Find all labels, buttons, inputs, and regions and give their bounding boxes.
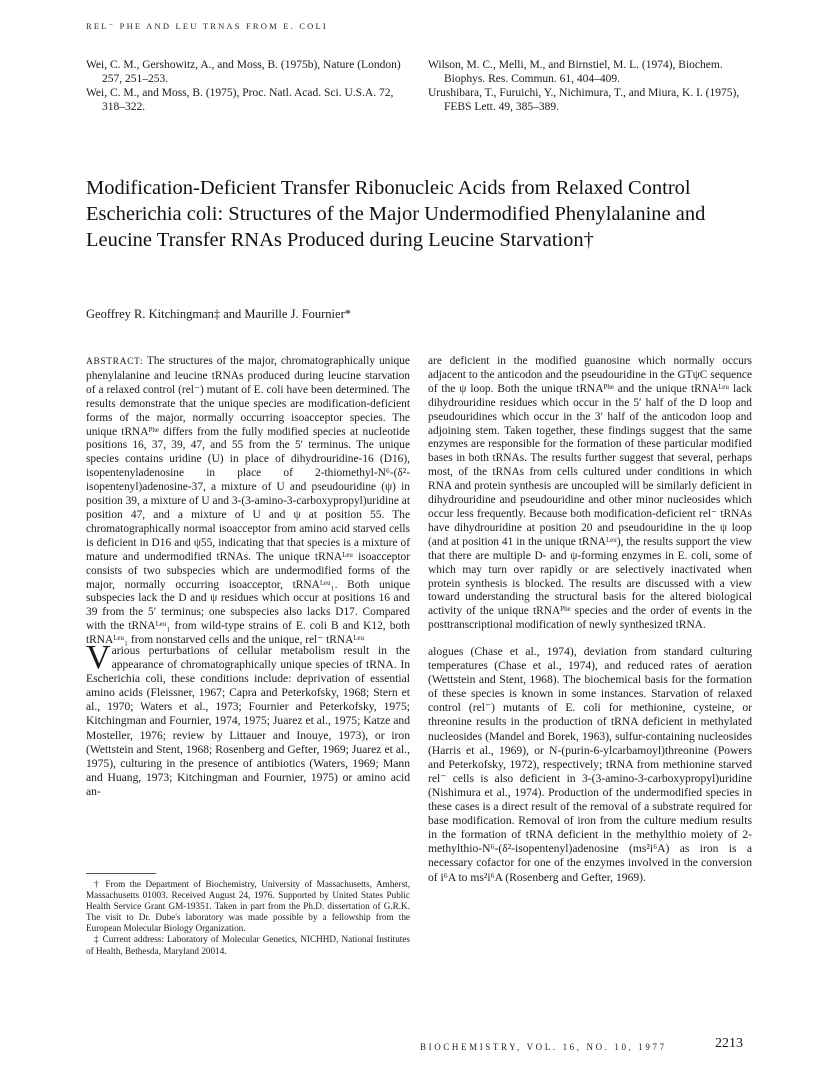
author-list: Geoffrey R. Kitchingman‡ and Maurille J. Fournier* bbox=[86, 307, 351, 321]
footer-journal-citation: BIOCHEMISTRY, VOL. 16, NO. 10, 1977 bbox=[420, 1042, 667, 1052]
footnotes bbox=[86, 873, 410, 957]
abstract-text-continued: are deficient in the modified guanosine which normally occurs adjacent to the anticodon and the pseudouridine in the GTψC sequence of the ψ loop. Both the unique tRNAᴾʰᵉ and the unique tRNAᴸᵉᵘ lack dihydrouridine residues which occur in the 5′ half of the D loop and pseudouridines which occur in the 3′ half of the anticodon loop and adjoining stem. Taken together, these findings suggest that the same enzymes are responsible for the formation of these particular modified bases in both tRNAs. The results further suggest that several, perhaps most, of the tRNAs from cells cultured under conditions in which RNA and protein synthesis are uncoupled will be similarly deficient in dihydrouridine and pseudouridine and other minor nucleosides which occur less frequently. Because both modification-deficient rel⁻ tRNAs have dihydrouridine at position 20 and pseudouridine in the ψ loop (and at position 41 in the unique tRNAᴸᵉᵘ), the results support the view that there are multiple D- and ψ-forming enzymes in E. coli, some of which may turn over rapidly or are selectively inactivated when protein synthesis is blocked. The results are discussed with a view toward understanding the structural basis for the altered biological activity of the unique tRNAᴾʰᵉ species and the order of events in the posttranscriptional modification of newly synthesized tRNA. bbox=[428, 355, 752, 632]
reference-item: Wilson, M. C., Melli, M., and Birnstiel, M. L. (1974), Biochem. Biophys. Res. Commun. 61, 404–409. bbox=[428, 59, 723, 85]
reference-item: Wei, C. M., and Moss, B. (1975), Proc. Natl. Acad. Sci. U.S.A. 72, 318–322. bbox=[86, 87, 394, 113]
page-number: 2213 bbox=[715, 1036, 743, 1051]
references-left bbox=[86, 58, 416, 114]
footnote-rule bbox=[86, 873, 156, 874]
abstract-right-column bbox=[428, 355, 752, 633]
abstract-left-column bbox=[86, 355, 410, 648]
footnote-affiliation: † From the Department of Biochemistry, University of Massachusetts, Amherst, Massachusetts 01003. Received August 24, 1976. Supported by United States Public Health Service Grant GM-19351. Taken in part from the Ph.D. dissertation of G.R.K. The visit to Dr. Dube's laboratory was made possible by a fellowship from the European Molecular Biology Organization. bbox=[86, 879, 410, 934]
abstract-label: ABSTRACT: bbox=[86, 357, 144, 367]
body-paragraph: alogues (Chase et al., 1974), deviation from standard culturing temperatures (Chase et al., 1974), and reduced rates of aeration (Wettstein and Stent, 1968). The biochemical basis for the formation of these species is known in some instances. Starvation of relaxed control (rel⁻) mutants of E. coli for methionine, cysteine, or threonine results in the production of tRNA deficient in methylated nucleosides (Mandel and Borek, 1963), sulfur-containing nucleosides (Harris et al., 1969), or N-(purin-6-ylcarbamoyl)threonine (Powers and Peterkofsky, 1972), respectively; tRNA from methionine starved rel⁻ cells is also deficient in 3-(3-amino-3-carboxypropyl)uridine (Nishimura et al., 1974). Production of the undermodified species in these cases is a direct result of the removal of a substrate required for base modification. Removal of iron from the culture medium results in the formation of tRNA deficient in the methylthio moiety of 2-methylthio-N⁶-(δ²-isopentenyl)adenosine (ms²i⁶A) as iron is a necessary cofactor for one of the enzymes involved in the conversion of i⁶A to ms²i⁶A (Rosenberg and Gefter, 1969). bbox=[428, 645, 752, 884]
article-title: Modification-Deficient Transfer Ribonucleic Acids from Relaxed Control Escherichia coli: Structures of the Major Undermodified Phenylalanine and Leucine Transfer RNAs Produced during Leucine Starvation† bbox=[86, 177, 706, 251]
running-head: REL⁻ PHE AND LEU TRNAS FROM E. COLI bbox=[86, 21, 328, 31]
footnote-current-address: ‡ Current address: Laboratory of Molecular Genetics, NICHHD, National Institutes of Health, Bethesda, Maryland 20014. bbox=[86, 934, 410, 956]
reference-item: Urushibara, T., Furuichi, Y., Nichimura, T., and Miura, K. I. (1975), FEBS Lett. 49, 385–389. bbox=[428, 87, 740, 113]
body-left-column bbox=[86, 639, 410, 799]
references-right bbox=[428, 58, 758, 114]
body-paragraph: arious perturbations of cellular metabolism result in the appearance of chromatographically unique species of tRNA. In Escherichia coli, these conditions include: deprivation of essential amino acids (Fleissner, 1967; Capra and Peterkofsky, 1968; Stern et al., 1970; Waters et al., 1973; Fournier and Peterkofsky, 1975; Kitchingman and Fournier, 1974, 1975; Juarez et al., 1975; Katze and Mosteller, 1976; review by Littauer and Inouye, 1973), or iron (Wettstein and Stent, 1968; Rosenberg and Gefter, 1969; Juarez et al., 1975), culturing in the presence of antibiotics (Waters, 1969; Mann and Huang, 1973; Kitchingman and Fournier, 1975) or amino acid an- bbox=[86, 644, 410, 798]
body-right-column bbox=[428, 645, 752, 885]
abstract-text: The structures of the major, chromatographically unique phenylalanine and leucine tRNAs produced during leucine starvation of a relaxed control (rel⁻) mutant of E. coli have been determined. The results demonstrate that the unique species are modification-deficient forms of the major, normally occurring isoacceptor species. The unique tRNAᴾʰᵉ differs from the fully modified species at nucleotide positions 16, 37, 39, 47, and 55 from the 5′ terminus. The unique species contains uridine (U) in place of dihydrouridine-16 (D16), isopentenyladenosine in place of 2-thiomethyl-N⁶-(δ²-isopentenyl)adenosine-37, a mixture of U and pseudouridine (ψ) in position 39, a mixture of U and 3-(3-amino-3-carboxypropyl)uridine at position 47, and a mixture of U and ψ at position 55. The chromatographically normal isoacceptor from amino acid starved cells is deficient in D16 and ψ55, indicating that that species is a mixture of mature and undermodified tRNAs. The unique tRNAᴸᵉᵘ isoacceptor consists of two subspecies which are undermodified forms of the major, normally occurring isoacceptor, tRNAᴸᵉᵘ₁. Both unique subspecies lack the D and ψ residues which occur at positions 16 and 39 from the 5′ terminus; one subspecies also lacks D17. Compared with the tRNAᴸᵉᵘ₁ from wild-type strains of E. coli B and K12, both tRNAᴸᵉᵘ₁ from nonstarved cells and the unique, rel⁻ tRNAᴸᵉᵘ bbox=[86, 355, 410, 647]
drop-cap: V bbox=[86, 639, 111, 676]
reference-item: Wei, C. M., Gershowitz, A., and Moss, B. (1975b), Nature (London) 257, 251–253. bbox=[86, 59, 401, 85]
